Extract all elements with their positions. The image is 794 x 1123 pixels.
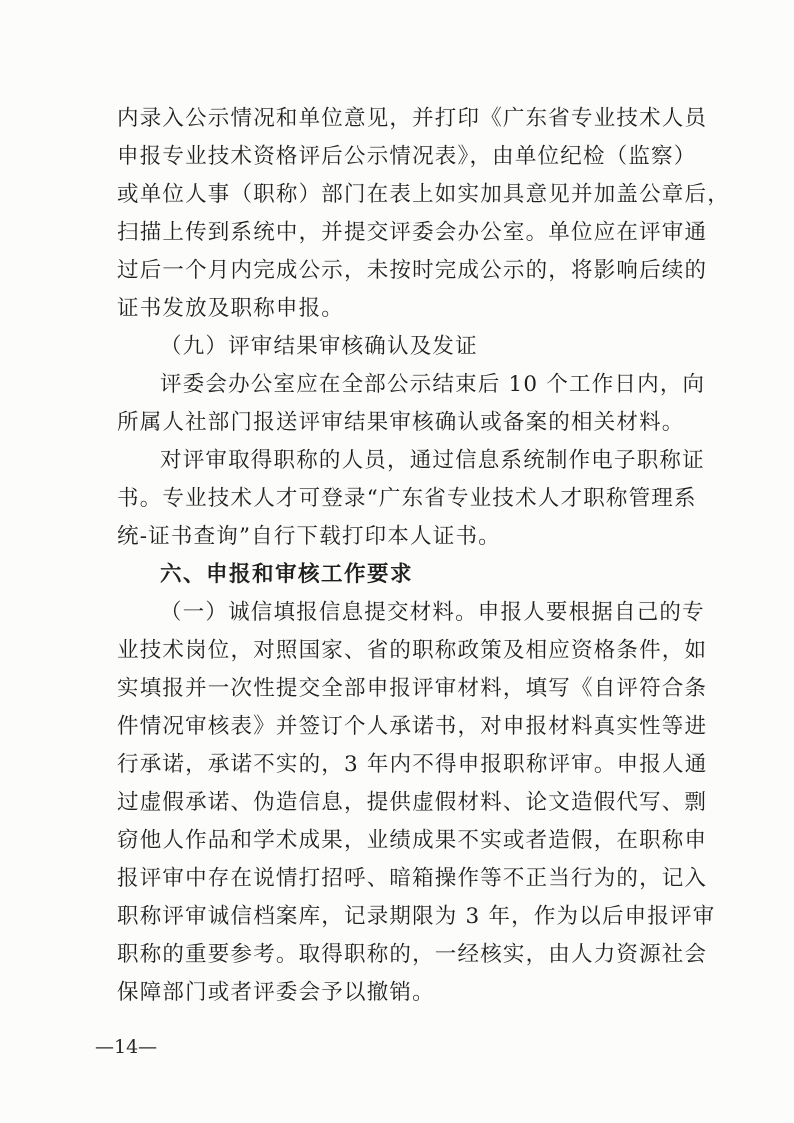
text-line: 证书发放及职称申报。 bbox=[117, 296, 345, 321]
section-heading: （九）评审结果审核确认及发证 bbox=[160, 334, 478, 359]
text-line: 书。专业技术人才可登录“广东省专业技术人才职称管理系 bbox=[117, 486, 697, 511]
text-line: 窃他人作品和学术成果，业绩成果不实或者造假，在职称申 bbox=[117, 828, 708, 853]
paragraph-first-line: （一）诚信填报信息提交材料。申报人要根据自己的专 bbox=[160, 600, 705, 625]
text-line: 内录入公示情况和单位意见，并打印《广东省专业技术人员 bbox=[117, 106, 708, 131]
text-line: 申报专业技术资格评后公示情况表》，由单位纪检（监察） bbox=[117, 144, 697, 169]
text-line: 职称评审诚信档案库，记录期限为 3 年，作为以后申报评审 bbox=[117, 904, 716, 929]
text-line: 件情况审核表》并签订个人承诺书，对申报材料真实性等进 bbox=[117, 714, 708, 739]
text-line: 过后一个月内完成公示，未按时完成公示的，将影响后续的 bbox=[117, 258, 708, 283]
text-line: 过虚假承诺、伪造信息，提供虚假材料、论文造假代写、剽 bbox=[117, 790, 708, 815]
text-line: 职称的重要参考。取得职称的，一经核实，由人力资源社会 bbox=[117, 942, 708, 967]
text-line: 或单位人事（职称）部门在表上如实加具意见并加盖公章后， bbox=[117, 182, 730, 207]
text-line: 实填报并一次性提交全部申报评审材料，填写《自评符合条 bbox=[117, 676, 708, 701]
text-line: 业技术岗位，对照国家、省的职称政策及相应资格条件，如 bbox=[117, 638, 708, 663]
chapter-heading: 六、申报和审核工作要求 bbox=[160, 562, 414, 587]
text-line: 保障部门或者评委会予以撤销。 bbox=[117, 980, 435, 1005]
paragraph-first-line: 评委会办公室应在全部公示结束后 10 个工作日内，向 bbox=[160, 372, 706, 397]
text-line: 统-证书查询”自行下载打印本人证书。 bbox=[117, 524, 501, 549]
text-line: 扫描上传到系统中，并提交评委会办公室。单位应在评审通 bbox=[117, 220, 708, 245]
text-line: 报评审中存在说情打招呼、暗箱操作等不正当行为的，记入 bbox=[117, 866, 708, 891]
text-line: 行承诺，承诺不实的，3 年内不得申报职称评审。申报人通 bbox=[117, 752, 708, 777]
paragraph-first-line: 对评审取得职称的人员，通过信息系统制作电子职称证 bbox=[160, 448, 705, 473]
page-number: —14— bbox=[95, 1036, 158, 1058]
text-line: 所属人社部门报送评审结果审核确认或备案的相关材料。 bbox=[117, 410, 685, 435]
